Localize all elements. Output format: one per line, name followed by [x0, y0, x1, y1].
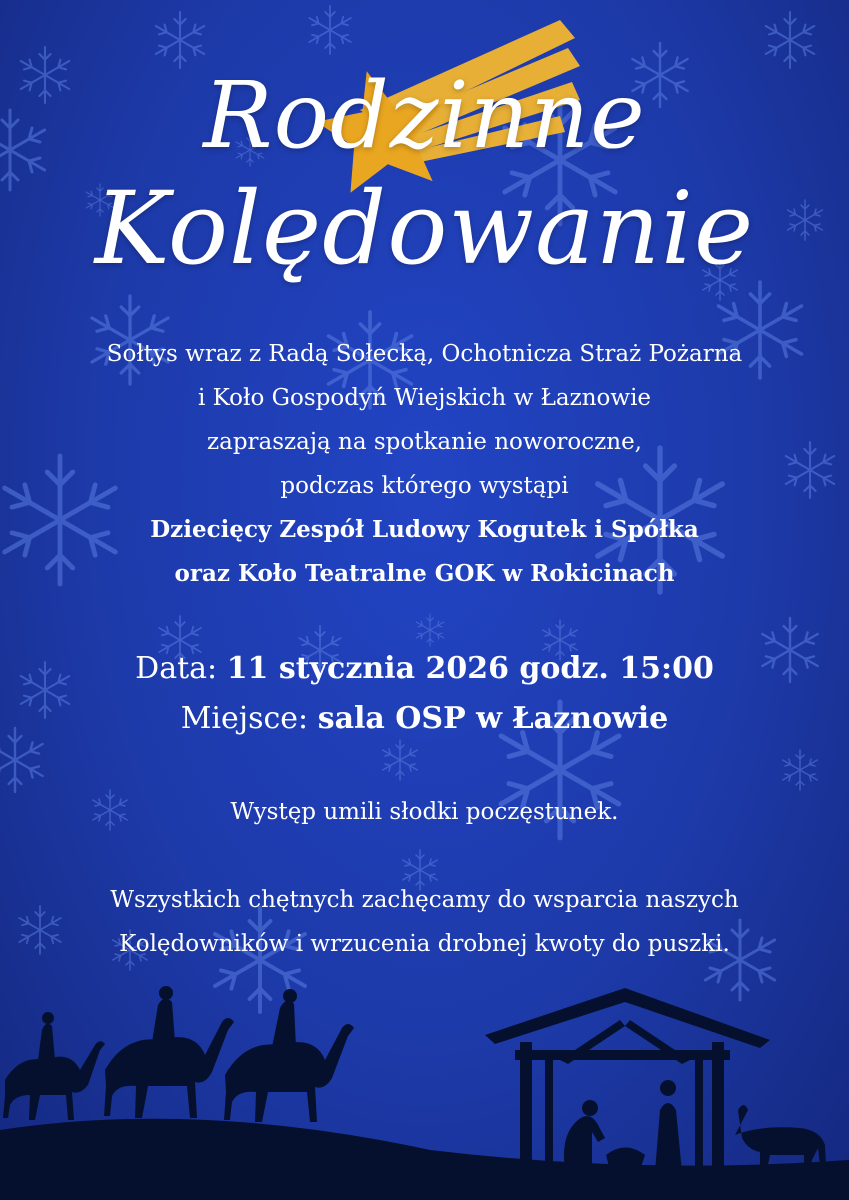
- intro-line: zapraszają na spotkanie noworoczne,: [206, 429, 642, 455]
- event-date: [0, 644, 849, 694]
- intro-line: Sołtys wraz z Radą Sołecką, Ochotnicza Straż Pożarna: [106, 341, 743, 367]
- camel-rider-icon: [224, 989, 354, 1122]
- place-value: sala OSP w Łaznowie: [317, 701, 669, 736]
- event-details: [0, 644, 849, 744]
- support-line: Wszystkich chętnych zachęcamy do wsparcia naszych: [110, 887, 739, 913]
- treat-text: Występ umili słodki poczęstunek.: [230, 799, 619, 825]
- date-label: Data:: [135, 651, 218, 686]
- title-line-1: Rodzinne: [203, 62, 646, 169]
- nativity-silhouette: [0, 960, 849, 1200]
- intro-text: [0, 332, 849, 596]
- support-line: Kolędowników i wrzucenia drobnej kwoty do puszki.: [119, 931, 730, 957]
- intro-line: podczas którego wystąpi: [280, 473, 569, 499]
- support-text: [0, 878, 849, 966]
- performers-line: oraz Koło Teatralne GOK w Rokicinach: [174, 560, 675, 587]
- title-line-2: Kolędowanie: [94, 170, 755, 287]
- date-value: 11 stycznia 2026 godz. 15:00: [226, 651, 714, 686]
- camel-rider-icon: [3, 1012, 105, 1120]
- performers-line: Dziecięcy Zespół Ludowy Kogutek i Spółka: [150, 516, 699, 543]
- place-label: Miejsce:: [180, 701, 309, 736]
- camel-rider-icon: [104, 986, 234, 1118]
- nativity-stable-icon: [485, 988, 826, 1175]
- event-place: [0, 694, 849, 744]
- intro-line: i Koło Gospodyń Wiejskich w Łaznowie: [197, 385, 652, 411]
